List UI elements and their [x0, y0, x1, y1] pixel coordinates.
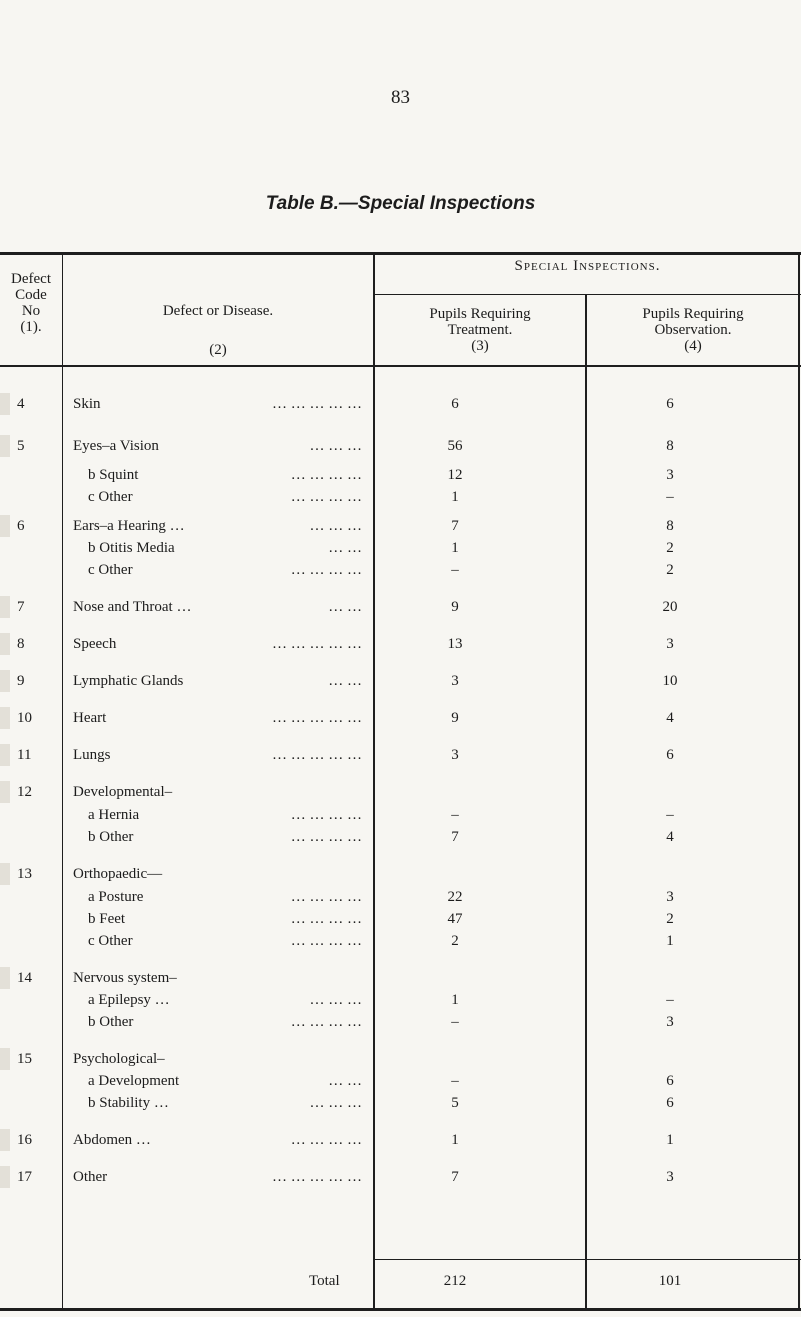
defect-name: b Feet [88, 911, 126, 927]
margin-tab [0, 393, 10, 415]
observation-count: 20 [662, 599, 678, 615]
column-divider-3 [585, 295, 587, 1310]
defect-name: Skin [73, 396, 101, 412]
treatment-count: 3 [451, 673, 459, 689]
leader-dots: … … … … [290, 562, 362, 578]
observation-count: 6 [666, 747, 674, 763]
defect-name: Nervous system– [73, 970, 177, 986]
defect-code: 14 [17, 970, 32, 986]
defect-code: 10 [17, 710, 32, 726]
table-top-rule [0, 252, 801, 255]
margin-tab [0, 435, 10, 457]
defect-name: Developmental– [73, 784, 173, 800]
col4-header [608, 306, 778, 354]
treatment-count: 1 [451, 1132, 459, 1148]
col2-label: Defect or Disease. [162, 303, 274, 319]
defect-name: b Otitis Media [88, 540, 175, 556]
right-border [798, 255, 800, 1310]
treatment-count: 1 [451, 489, 459, 505]
treatment-count: 5 [451, 1095, 459, 1111]
margin-tab [0, 633, 10, 655]
leader-dots: … … … … [290, 467, 362, 483]
defect-name: b Stability … [88, 1095, 169, 1111]
defect-name: Eyes–a Vision [73, 438, 159, 454]
table-bottom-rule [0, 1308, 801, 1311]
defect-name: Abdomen … [73, 1132, 151, 1148]
treatment-count: 9 [451, 599, 459, 615]
leader-dots: … … … … … [272, 636, 362, 652]
observation-count: 3 [666, 467, 674, 483]
margin-tab [0, 670, 10, 692]
leader-dots: … … [328, 540, 362, 556]
margin-tab [0, 1048, 10, 1070]
leader-dots: … … … … [290, 489, 362, 505]
header-bottom-rule [0, 365, 801, 367]
defect-name: b Other [88, 1014, 134, 1030]
leader-dots: … … … … [290, 807, 362, 823]
col4-label: Pupils Requiring Observation. [642, 306, 744, 338]
margin-tab [0, 596, 10, 618]
treatment-count: 22 [447, 889, 463, 905]
defect-name: Speech [73, 636, 117, 652]
treatment-count: 7 [451, 1169, 459, 1185]
total-top-rule [374, 1259, 801, 1260]
leader-dots: … … … … [290, 829, 362, 845]
leader-dots: … … [328, 599, 362, 615]
defect-code: 15 [17, 1051, 32, 1067]
observation-count: 2 [666, 911, 674, 927]
leader-dots: … … … [309, 438, 362, 454]
leader-dots: … … … … … [272, 710, 362, 726]
observation-count: 6 [666, 1095, 674, 1111]
observation-count: 2 [666, 562, 674, 578]
observation-count: 1 [666, 933, 674, 949]
treatment-count: 3 [451, 747, 459, 763]
leader-dots: … … … … [290, 911, 362, 927]
observation-count: 1 [666, 1132, 674, 1148]
defect-name: c Other [88, 933, 133, 949]
column-divider-2 [373, 255, 375, 1310]
defect-name: Heart [73, 710, 107, 726]
leader-dots: … … … … [290, 933, 362, 949]
treatment-count: – [451, 562, 459, 578]
leader-dots: … … [328, 1073, 362, 1089]
margin-tab [0, 967, 10, 989]
defect-name: a Posture [88, 889, 144, 905]
defect-name: Psychological– [73, 1051, 165, 1067]
treatment-count: 7 [451, 518, 459, 534]
defect-code: 9 [17, 673, 25, 689]
col3-num: (3) [471, 338, 489, 354]
defect-name: Lungs [73, 747, 111, 763]
defect-code: 8 [17, 636, 25, 652]
leader-dots: … … … … [290, 1014, 362, 1030]
defect-name: a Hernia [88, 807, 140, 823]
leader-dots: … … … … [290, 889, 362, 905]
defect-name: b Squint [88, 467, 139, 483]
defect-name: Lymphatic Glands [73, 673, 184, 689]
observation-count: 6 [666, 396, 674, 412]
defect-name: a Development [88, 1073, 180, 1089]
leader-dots: … … … … … [272, 1169, 362, 1185]
total-treatment: 212 [443, 1273, 467, 1289]
defect-name: a Epilepsy … [88, 992, 170, 1008]
observation-count: 8 [666, 518, 674, 534]
margin-tab [0, 1166, 10, 1188]
observation-count: 3 [666, 636, 674, 652]
treatment-count: 9 [451, 710, 459, 726]
margin-tab [0, 744, 10, 766]
col3-header [412, 306, 548, 354]
treatment-count: – [451, 807, 459, 823]
defect-code: 16 [17, 1132, 32, 1148]
margin-tab [0, 863, 10, 885]
defect-name: c Other [88, 489, 133, 505]
defect-name: c Other [88, 562, 133, 578]
treatment-count: 7 [451, 829, 459, 845]
treatment-count: 47 [447, 911, 463, 927]
defect-code: 6 [17, 518, 25, 534]
col3-label: Pupils Requiring Treatment. [429, 306, 531, 338]
special-inspections-header [374, 258, 801, 275]
special-inspections-label: Special Inspections. [514, 258, 661, 274]
leader-dots: … … … [309, 992, 362, 1008]
defect-name: Orthopaedic— [73, 866, 163, 882]
observation-count: 8 [666, 438, 674, 454]
col4-num: (4) [684, 338, 702, 354]
observation-count: 3 [666, 1169, 674, 1185]
observation-count: 10 [662, 673, 678, 689]
col1-header [0, 271, 62, 335]
defect-code: 17 [17, 1169, 32, 1185]
column-divider-1 [62, 255, 63, 1310]
leader-dots: … … … … [290, 1132, 362, 1148]
defect-code: 4 [17, 396, 25, 412]
defect-name: Nose and Throat … [73, 599, 192, 615]
leader-dots: … … … … … [272, 396, 362, 412]
observation-count: 2 [666, 540, 674, 556]
treatment-count: – [451, 1014, 459, 1030]
defect-code: 7 [17, 599, 25, 615]
margin-tab [0, 515, 10, 537]
defect-name: Other [73, 1169, 108, 1185]
defect-name: b Other [88, 829, 134, 845]
col2-header [63, 303, 373, 358]
margin-tab [0, 1129, 10, 1151]
observation-count: 4 [666, 710, 674, 726]
total-observation: 101 [658, 1273, 682, 1289]
leader-dots: … … [328, 673, 362, 689]
col1-num: (1). [20, 319, 42, 335]
leader-dots: … … … [309, 518, 362, 534]
group-header-rule [374, 294, 801, 295]
treatment-count: – [451, 1073, 459, 1089]
treatment-count: 56 [447, 438, 463, 454]
observation-count: 6 [666, 1073, 674, 1089]
treatment-count: 1 [451, 540, 459, 556]
margin-tab [0, 707, 10, 729]
observation-count: 3 [666, 889, 674, 905]
defect-code: 12 [17, 784, 32, 800]
total-label: Total [309, 1273, 340, 1289]
leader-dots: … … … … … [272, 747, 362, 763]
observation-count: 4 [666, 829, 674, 845]
page-number: 83 [391, 87, 410, 108]
treatment-count: 6 [451, 396, 459, 412]
col1-label: Defect Code No [11, 271, 51, 319]
observation-count: 3 [666, 1014, 674, 1030]
observation-count: – [666, 489, 674, 505]
treatment-count: 2 [451, 933, 459, 949]
leader-dots: … … … [309, 1095, 362, 1111]
page-title: Table B.—Special Inspections [265, 193, 536, 214]
defect-code: 5 [17, 438, 25, 454]
observation-count: – [666, 807, 674, 823]
defect-code: 13 [17, 866, 32, 882]
observation-count: – [666, 992, 674, 1008]
defect-name: Ears–a Hearing … [73, 518, 185, 534]
treatment-count: 13 [447, 636, 463, 652]
col2-num: (2) [209, 342, 227, 358]
treatment-count: 1 [451, 992, 459, 1008]
margin-tab [0, 781, 10, 803]
treatment-count: 12 [447, 467, 463, 483]
defect-code: 11 [17, 747, 32, 763]
